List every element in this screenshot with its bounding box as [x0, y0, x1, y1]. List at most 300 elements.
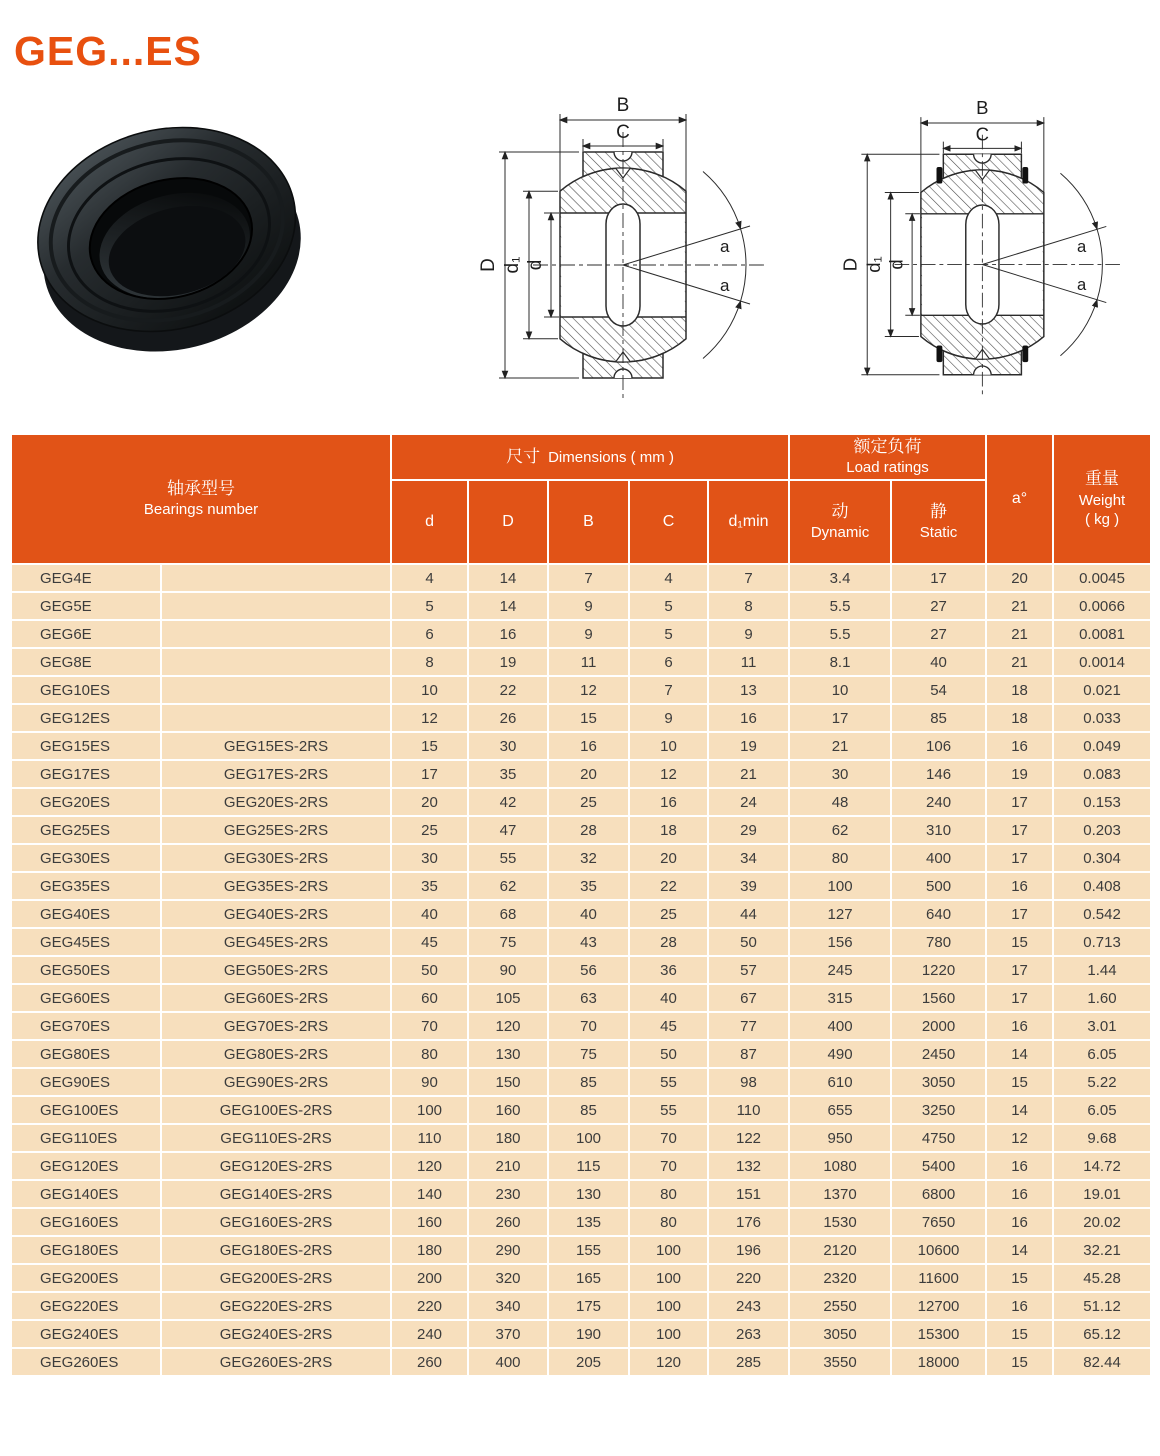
cell-model-2rs — [161, 704, 391, 732]
cell-value: 0.0066 — [1053, 592, 1151, 620]
cell-value: 110 — [391, 1124, 468, 1152]
cell-value: 16 — [629, 788, 708, 816]
cell-value: 0.542 — [1053, 900, 1151, 928]
dim-label-d: d — [525, 259, 546, 271]
cell-value: 100 — [629, 1320, 708, 1348]
cell-value: 17 — [986, 900, 1053, 928]
cell-model: GEG40ES — [11, 900, 161, 928]
cell-model: GEG45ES — [11, 928, 161, 956]
table-row — [11, 956, 1151, 984]
cell-value: 5.5 — [789, 620, 891, 648]
cell-value: 27 — [891, 620, 986, 648]
table-row — [11, 788, 1151, 816]
cell-value: 5.5 — [789, 592, 891, 620]
cell-value: 40 — [629, 984, 708, 1012]
cell-value: 0.0014 — [1053, 648, 1151, 676]
cell-value: 82.44 — [1053, 1348, 1151, 1376]
cell-value: 35 — [468, 760, 548, 788]
cell-value: 122 — [708, 1124, 789, 1152]
cell-model-2rs: GEG15ES-2RS — [161, 732, 391, 760]
cell-value: 2000 — [891, 1012, 986, 1040]
cell-value: 25 — [391, 816, 468, 844]
cell-model-2rs: GEG260ES-2RS — [161, 1348, 391, 1376]
cell-value: 60 — [391, 984, 468, 1012]
cell-model: GEG30ES — [11, 844, 161, 872]
cell-value: 17 — [891, 564, 986, 592]
table-row — [11, 676, 1151, 704]
cell-value: 98 — [708, 1068, 789, 1096]
cell-value: 370 — [468, 1320, 548, 1348]
cell-value: 100 — [391, 1096, 468, 1124]
cell-value: 18 — [629, 816, 708, 844]
cell-model-2rs: GEG120ES-2RS — [161, 1152, 391, 1180]
cell-value: 21 — [986, 648, 1053, 676]
cell-value: 120 — [629, 1348, 708, 1376]
cell-value: 100 — [629, 1236, 708, 1264]
header-col-d: d — [391, 480, 468, 564]
cell-model: GEG180ES — [11, 1236, 161, 1264]
cell-value: 22 — [468, 676, 548, 704]
dim-label-d: d — [885, 259, 907, 270]
cell-value: 780 — [891, 928, 986, 956]
cell-value: 0.083 — [1053, 760, 1151, 788]
table-row — [11, 928, 1151, 956]
table-row — [11, 1152, 1151, 1180]
cell-value: 260 — [468, 1208, 548, 1236]
cell-value: 3250 — [891, 1096, 986, 1124]
cell-value: 14 — [986, 1040, 1053, 1068]
cell-value: 26 — [468, 704, 548, 732]
cell-value: 6 — [629, 648, 708, 676]
cell-value: 55 — [629, 1096, 708, 1124]
cell-model: GEG20ES — [11, 788, 161, 816]
cell-value: 21 — [986, 592, 1053, 620]
cell-value: 67 — [708, 984, 789, 1012]
cell-value: 70 — [391, 1012, 468, 1040]
cell-value: 30 — [789, 760, 891, 788]
header-dimensions: 尺寸 Dimensions ( mm ) — [391, 434, 789, 480]
cell-value: 68 — [468, 900, 548, 928]
cell-value: 45.28 — [1053, 1264, 1151, 1292]
cell-value: 8.1 — [789, 648, 891, 676]
cell-value: 12 — [986, 1124, 1053, 1152]
cell-value: 32 — [548, 844, 629, 872]
cell-value: 263 — [708, 1320, 789, 1348]
cell-model-2rs: GEG100ES-2RS — [161, 1096, 391, 1124]
cell-value: 8 — [708, 592, 789, 620]
cell-model: GEG4E — [11, 564, 161, 592]
cell-value: 0.203 — [1053, 816, 1151, 844]
cell-value: 1370 — [789, 1180, 891, 1208]
cell-value: 100 — [789, 872, 891, 900]
cell-model-2rs: GEG70ES-2RS — [161, 1012, 391, 1040]
cell-value: 16 — [986, 1012, 1053, 1040]
cell-value: 950 — [789, 1124, 891, 1152]
cell-value: 20 — [391, 788, 468, 816]
cell-value: 5 — [391, 592, 468, 620]
cell-value: 3050 — [891, 1068, 986, 1096]
dim-label-D: D — [478, 258, 499, 272]
cell-value: 50 — [708, 928, 789, 956]
cell-value: 85 — [548, 1068, 629, 1096]
dim-label-d1: d₁ — [862, 256, 884, 273]
table-row — [11, 732, 1151, 760]
dim-label-B: B — [976, 97, 989, 119]
cell-value: 30 — [468, 732, 548, 760]
cell-value: 200 — [391, 1264, 468, 1292]
cell-model: GEG160ES — [11, 1208, 161, 1236]
cell-value: 240 — [391, 1320, 468, 1348]
cell-value: 6.05 — [1053, 1040, 1151, 1068]
cell-value: 2450 — [891, 1040, 986, 1068]
cell-value: 42 — [468, 788, 548, 816]
cell-value: 62 — [789, 816, 891, 844]
cell-value: 63 — [548, 984, 629, 1012]
cell-model: GEG110ES — [11, 1124, 161, 1152]
cell-model-2rs: GEG35ES-2RS — [161, 872, 391, 900]
cell-value: 20.02 — [1053, 1208, 1151, 1236]
angle-label-a-upper: a — [1077, 236, 1087, 256]
cell-value: 230 — [468, 1180, 548, 1208]
page-title: GEG...ES — [14, 28, 202, 74]
cell-value: 3.01 — [1053, 1012, 1151, 1040]
cell-value: 75 — [548, 1040, 629, 1068]
cell-value: 9 — [548, 620, 629, 648]
cell-value: 10600 — [891, 1236, 986, 1264]
table-row — [11, 900, 1151, 928]
cell-value: 62 — [468, 872, 548, 900]
cell-value: 4 — [391, 564, 468, 592]
cell-value: 10 — [391, 676, 468, 704]
cell-model-2rs — [161, 648, 391, 676]
cell-model-2rs: GEG45ES-2RS — [161, 928, 391, 956]
cross-section-drawing — [836, 80, 1158, 410]
cell-value: 220 — [391, 1292, 468, 1320]
cell-value: 40 — [391, 900, 468, 928]
cell-value: 51.12 — [1053, 1292, 1151, 1320]
header-weight: 重量 Weight ( kg ) — [1053, 434, 1151, 564]
cell-model-2rs — [161, 564, 391, 592]
cell-value: 19.01 — [1053, 1180, 1151, 1208]
cell-value: 240 — [891, 788, 986, 816]
cell-value: 220 — [708, 1264, 789, 1292]
cell-value: 127 — [789, 900, 891, 928]
cell-model-2rs: GEG110ES-2RS — [161, 1124, 391, 1152]
cell-value: 0.049 — [1053, 732, 1151, 760]
cell-value: 80 — [391, 1040, 468, 1068]
cell-model: GEG17ES — [11, 760, 161, 788]
cell-value: 57 — [708, 956, 789, 984]
cell-value: 1.60 — [1053, 984, 1151, 1012]
cell-value: 320 — [468, 1264, 548, 1292]
cell-model-2rs: GEG25ES-2RS — [161, 816, 391, 844]
cell-value: 28 — [548, 816, 629, 844]
cell-value: 100 — [629, 1292, 708, 1320]
cell-value: 146 — [891, 760, 986, 788]
cell-value: 50 — [629, 1040, 708, 1068]
cell-value: 29 — [708, 816, 789, 844]
cell-value: 175 — [548, 1292, 629, 1320]
cell-model-2rs: GEG17ES-2RS — [161, 760, 391, 788]
cell-value: 47 — [468, 816, 548, 844]
header-col-d1min: d₁min — [708, 480, 789, 564]
cell-value: 245 — [789, 956, 891, 984]
cell-value: 285 — [708, 1348, 789, 1376]
cell-value: 9.68 — [1053, 1124, 1151, 1152]
header-bearings-number: 轴承型号 Bearings number — [11, 434, 391, 564]
cell-value: 17 — [986, 816, 1053, 844]
cell-value: 15 — [986, 1264, 1053, 1292]
cell-model-2rs: GEG60ES-2RS — [161, 984, 391, 1012]
cell-value: 16 — [468, 620, 548, 648]
cell-value: 100 — [548, 1124, 629, 1152]
cell-model: GEG35ES — [11, 872, 161, 900]
table-row — [11, 1012, 1151, 1040]
cell-model: GEG10ES — [11, 676, 161, 704]
cell-value: 85 — [891, 704, 986, 732]
cell-value: 9 — [708, 620, 789, 648]
cell-value: 8 — [391, 648, 468, 676]
dim-label-D: D — [839, 257, 861, 272]
cell-value: 50 — [391, 956, 468, 984]
cell-value: 7650 — [891, 1208, 986, 1236]
cell-value: 20 — [548, 760, 629, 788]
cell-value: 7 — [629, 676, 708, 704]
cell-value: 70 — [629, 1152, 708, 1180]
cell-value: 12700 — [891, 1292, 986, 1320]
cell-value: 32.21 — [1053, 1236, 1151, 1264]
cell-value: 6800 — [891, 1180, 986, 1208]
table-row — [11, 1348, 1151, 1376]
cell-value: 7 — [708, 564, 789, 592]
cell-value: 16 — [708, 704, 789, 732]
cell-value: 110 — [708, 1096, 789, 1124]
header-col-dynamic: 动 Dynamic — [789, 480, 891, 564]
table-row — [11, 1040, 1151, 1068]
cell-value: 77 — [708, 1012, 789, 1040]
cell-value: 39 — [708, 872, 789, 900]
cell-value: 6 — [391, 620, 468, 648]
cell-value: 640 — [891, 900, 986, 928]
table-row — [11, 1096, 1151, 1124]
cell-value: 120 — [468, 1012, 548, 1040]
cell-value: 11600 — [891, 1264, 986, 1292]
table-row — [11, 1068, 1151, 1096]
cell-value: 45 — [629, 1012, 708, 1040]
dim-label-C: C — [975, 123, 990, 145]
cell-value: 15 — [986, 1348, 1053, 1376]
table-row — [11, 564, 1151, 592]
cell-value: 655 — [789, 1096, 891, 1124]
cell-model: GEG8E — [11, 648, 161, 676]
cell-value: 15 — [391, 732, 468, 760]
cell-value: 6.05 — [1053, 1096, 1151, 1124]
cell-model: GEG50ES — [11, 956, 161, 984]
cell-value: 9 — [629, 704, 708, 732]
cell-value: 610 — [789, 1068, 891, 1096]
cell-value: 75 — [468, 928, 548, 956]
cell-value: 12 — [548, 676, 629, 704]
cell-value: 243 — [708, 1292, 789, 1320]
cell-model: GEG60ES — [11, 984, 161, 1012]
cell-value: 12 — [391, 704, 468, 732]
cell-value: 90 — [468, 956, 548, 984]
table-row — [11, 872, 1151, 900]
cell-value: 156 — [789, 928, 891, 956]
cell-value: 14 — [468, 592, 548, 620]
cell-value: 80 — [789, 844, 891, 872]
cell-value: 4 — [629, 564, 708, 592]
cell-model: GEG6E — [11, 620, 161, 648]
cell-value: 48 — [789, 788, 891, 816]
cell-value: 490 — [789, 1040, 891, 1068]
cell-value: 0.713 — [1053, 928, 1151, 956]
cell-model-2rs: GEG50ES-2RS — [161, 956, 391, 984]
cell-value: 85 — [548, 1096, 629, 1124]
cell-value: 15 — [986, 1320, 1053, 1348]
table-row — [11, 648, 1151, 676]
cell-value: 34 — [708, 844, 789, 872]
cell-value: 24 — [708, 788, 789, 816]
cell-value: 5 — [629, 620, 708, 648]
cell-model-2rs: GEG220ES-2RS — [161, 1292, 391, 1320]
cell-value: 16 — [986, 1152, 1053, 1180]
table-row — [11, 1292, 1151, 1320]
cell-model: GEG260ES — [11, 1348, 161, 1376]
cell-value: 120 — [391, 1152, 468, 1180]
cell-value: 35 — [548, 872, 629, 900]
cell-value: 19 — [986, 760, 1053, 788]
cell-value: 18 — [986, 704, 1053, 732]
cell-model-2rs: GEG200ES-2RS — [161, 1264, 391, 1292]
cell-value: 90 — [391, 1068, 468, 1096]
header-col-C: C — [629, 480, 708, 564]
cell-value: 4750 — [891, 1124, 986, 1152]
cell-model-2rs: GEG90ES-2RS — [161, 1068, 391, 1096]
dim-label-C: C — [616, 122, 630, 143]
cell-model-2rs: GEG40ES-2RS — [161, 900, 391, 928]
table-row — [11, 1124, 1151, 1152]
cell-value: 17 — [789, 704, 891, 732]
cell-value: 14.72 — [1053, 1152, 1151, 1180]
bearing-spec-table — [10, 433, 1152, 1377]
cell-value: 15 — [986, 928, 1053, 956]
cell-value: 27 — [891, 592, 986, 620]
cell-value: 11 — [708, 648, 789, 676]
cell-model: GEG80ES — [11, 1040, 161, 1068]
cell-value: 1530 — [789, 1208, 891, 1236]
cell-value: 16 — [986, 1208, 1053, 1236]
header-load-ratings: 额定负荷 Load ratings — [789, 434, 986, 480]
cell-model: GEG220ES — [11, 1292, 161, 1320]
cell-value: 17 — [986, 984, 1053, 1012]
cell-value: 80 — [629, 1208, 708, 1236]
header-col-D: D — [468, 480, 548, 564]
cell-value: 20 — [986, 564, 1053, 592]
cell-value: 0.0081 — [1053, 620, 1151, 648]
cell-value: 21 — [789, 732, 891, 760]
bearing-cross-section-diagram-2rs — [836, 80, 1158, 410]
cell-model: GEG15ES — [11, 732, 161, 760]
cell-value: 55 — [629, 1068, 708, 1096]
cell-value: 25 — [548, 788, 629, 816]
cell-value: 35 — [391, 872, 468, 900]
cell-value: 115 — [548, 1152, 629, 1180]
cell-model-2rs: GEG140ES-2RS — [161, 1180, 391, 1208]
cell-value: 22 — [629, 872, 708, 900]
table-row — [11, 704, 1151, 732]
cell-model: GEG12ES — [11, 704, 161, 732]
cell-value: 1.44 — [1053, 956, 1151, 984]
table-row — [11, 1208, 1151, 1236]
cell-value: 135 — [548, 1208, 629, 1236]
header-angle: a° — [986, 434, 1053, 564]
cell-value: 5400 — [891, 1152, 986, 1180]
table-row — [11, 844, 1151, 872]
cell-value: 17 — [391, 760, 468, 788]
cell-value: 36 — [629, 956, 708, 984]
cell-value: 315 — [789, 984, 891, 1012]
cell-value: 16 — [986, 1292, 1053, 1320]
table-row — [11, 816, 1151, 844]
cell-value: 340 — [468, 1292, 548, 1320]
cell-value: 19 — [468, 648, 548, 676]
table-row — [11, 1180, 1151, 1208]
cell-value: 150 — [468, 1068, 548, 1096]
cell-value: 0.153 — [1053, 788, 1151, 816]
cell-model: GEG240ES — [11, 1320, 161, 1348]
table-row — [11, 620, 1151, 648]
cell-value: 14 — [986, 1096, 1053, 1124]
cell-value: 15 — [548, 704, 629, 732]
cell-model-2rs: GEG30ES-2RS — [161, 844, 391, 872]
table-row — [11, 1320, 1151, 1348]
cell-value: 10 — [789, 676, 891, 704]
header-col-B: B — [548, 480, 629, 564]
cell-value: 400 — [789, 1012, 891, 1040]
cell-value: 2120 — [789, 1236, 891, 1264]
cell-value: 180 — [468, 1124, 548, 1152]
cell-value: 40 — [891, 648, 986, 676]
table-row — [11, 760, 1151, 788]
cell-value: 25 — [629, 900, 708, 928]
cell-value: 132 — [708, 1152, 789, 1180]
cell-value: 1220 — [891, 956, 986, 984]
angle-label-a-lower: a — [1077, 274, 1087, 294]
cell-value: 130 — [468, 1040, 548, 1068]
cell-value: 500 — [891, 872, 986, 900]
dim-label-B: B — [616, 95, 630, 116]
cell-value: 54 — [891, 676, 986, 704]
cell-value: 1080 — [789, 1152, 891, 1180]
cell-value: 3.4 — [789, 564, 891, 592]
cell-model-2rs: GEG180ES-2RS — [161, 1236, 391, 1264]
cell-value: 11 — [548, 648, 629, 676]
cell-value: 65.12 — [1053, 1320, 1151, 1348]
dim-label-d1: d₁ — [502, 256, 523, 274]
cell-value: 43 — [548, 928, 629, 956]
cell-value: 310 — [891, 816, 986, 844]
cell-value: 13 — [708, 676, 789, 704]
cell-value: 190 — [548, 1320, 629, 1348]
cell-model: GEG140ES — [11, 1180, 161, 1208]
cell-value: 18 — [986, 676, 1053, 704]
cell-value: 155 — [548, 1236, 629, 1264]
bearing-cross-section-diagram — [468, 80, 808, 410]
cell-value: 28 — [629, 928, 708, 956]
table-row — [11, 1264, 1151, 1292]
cell-model-2rs — [161, 592, 391, 620]
